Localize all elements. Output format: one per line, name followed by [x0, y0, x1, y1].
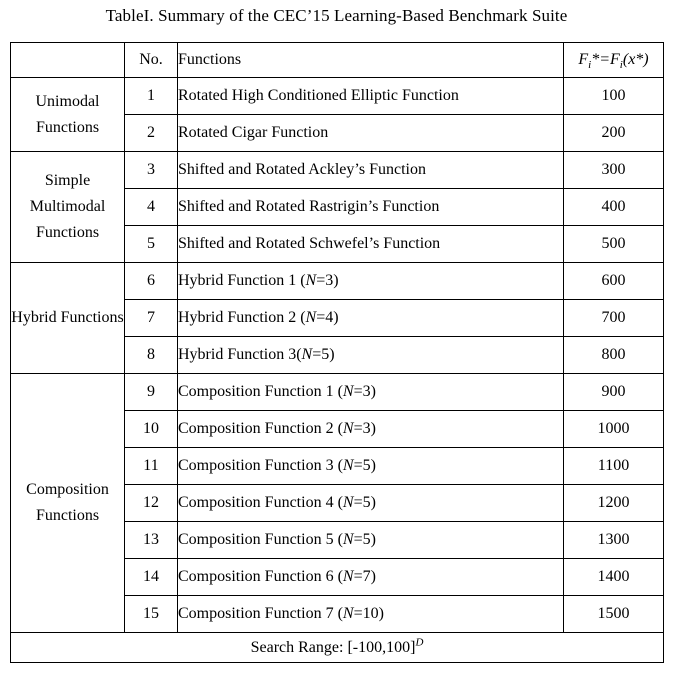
function-cell: Shifted and Rotated Ackley’s Function	[178, 152, 564, 189]
header-no-cell: No.	[125, 43, 178, 78]
value-cell: 300	[564, 152, 664, 189]
value-cell: 1500	[564, 596, 664, 633]
no-cell: 1	[125, 78, 178, 115]
value-cell: 1300	[564, 522, 664, 559]
header-fstar-cell: $F_i*=F_i(x*)$	[564, 43, 664, 78]
table-row	[11, 374, 664, 411]
function-cell: Composition Function 1 (N=3)	[178, 374, 564, 411]
group-cell-hybrid: Hybrid Functions	[11, 263, 125, 374]
group-cell-simple-multimodal: Simple Multimodal Functions	[11, 152, 125, 263]
table-caption: TableI. Summary of the CEC’15 Learning-Based Benchmark Suite	[105, 6, 568, 25]
no-cell: 4	[125, 189, 178, 226]
function-cell: Composition Function 3 (N=5)	[178, 448, 564, 485]
header-row	[11, 43, 664, 78]
no-cell: 12	[125, 485, 178, 522]
table-row	[11, 263, 664, 300]
no-cell: 8	[125, 337, 178, 374]
function-cell: Composition Function 5 (N=5)	[178, 522, 564, 559]
value-cell: 400	[564, 189, 664, 226]
function-cell: Rotated High Conditioned Elliptic Function	[178, 78, 564, 115]
value-cell: 100	[564, 78, 664, 115]
function-cell: Composition Function 2 (N=3)	[178, 411, 564, 448]
value-cell: 1200	[564, 485, 664, 522]
search-range-cell: Search Range: $[-100,100]^D$	[11, 633, 664, 663]
no-cell: 10	[125, 411, 178, 448]
value-cell: 600	[564, 263, 664, 300]
table-row	[11, 78, 664, 115]
function-cell: Composition Function 6 (N=7)	[178, 559, 564, 596]
no-cell: 5	[125, 226, 178, 263]
value-cell: 1400	[564, 559, 664, 596]
value-cell: 500	[564, 226, 664, 263]
function-cell: Hybrid Function 1 (N=3)	[178, 263, 564, 300]
value-cell: 1000	[564, 411, 664, 448]
footer-row	[11, 633, 664, 663]
value-cell: 700	[564, 300, 664, 337]
value-cell: 900	[564, 374, 664, 411]
value-cell: 800	[564, 337, 664, 374]
function-cell: Rotated Cigar Function	[178, 115, 564, 152]
function-cell: Hybrid Function 3(N=5)	[178, 337, 564, 374]
no-cell: 7	[125, 300, 178, 337]
group-cell-unimodal: Unimodal Functions	[11, 78, 125, 152]
value-cell: 200	[564, 115, 664, 152]
no-cell: 6	[125, 263, 178, 300]
no-cell: 13	[125, 522, 178, 559]
header-group-cell	[11, 43, 125, 78]
function-cell: Hybrid Function 2 (N=4)	[178, 300, 564, 337]
group-cell-composition: Composition Functions	[11, 374, 125, 633]
no-cell: 14	[125, 559, 178, 596]
function-cell: Shifted and Rotated Rastrigin’s Function	[178, 189, 564, 226]
function-cell: Composition Function 4 (N=5)	[178, 485, 564, 522]
header-functions-cell: Functions	[178, 43, 564, 78]
function-cell: Shifted and Rotated Schwefel’s Function	[178, 226, 564, 263]
function-cell: Composition Function 7 (N=10)	[178, 596, 564, 633]
value-cell: 1100	[564, 448, 664, 485]
no-cell: 15	[125, 596, 178, 633]
no-cell: 3	[125, 152, 178, 189]
benchmark-table	[10, 42, 664, 663]
no-cell: 9	[125, 374, 178, 411]
no-cell: 11	[125, 448, 178, 485]
no-cell: 2	[125, 115, 178, 152]
table-row	[11, 152, 664, 189]
